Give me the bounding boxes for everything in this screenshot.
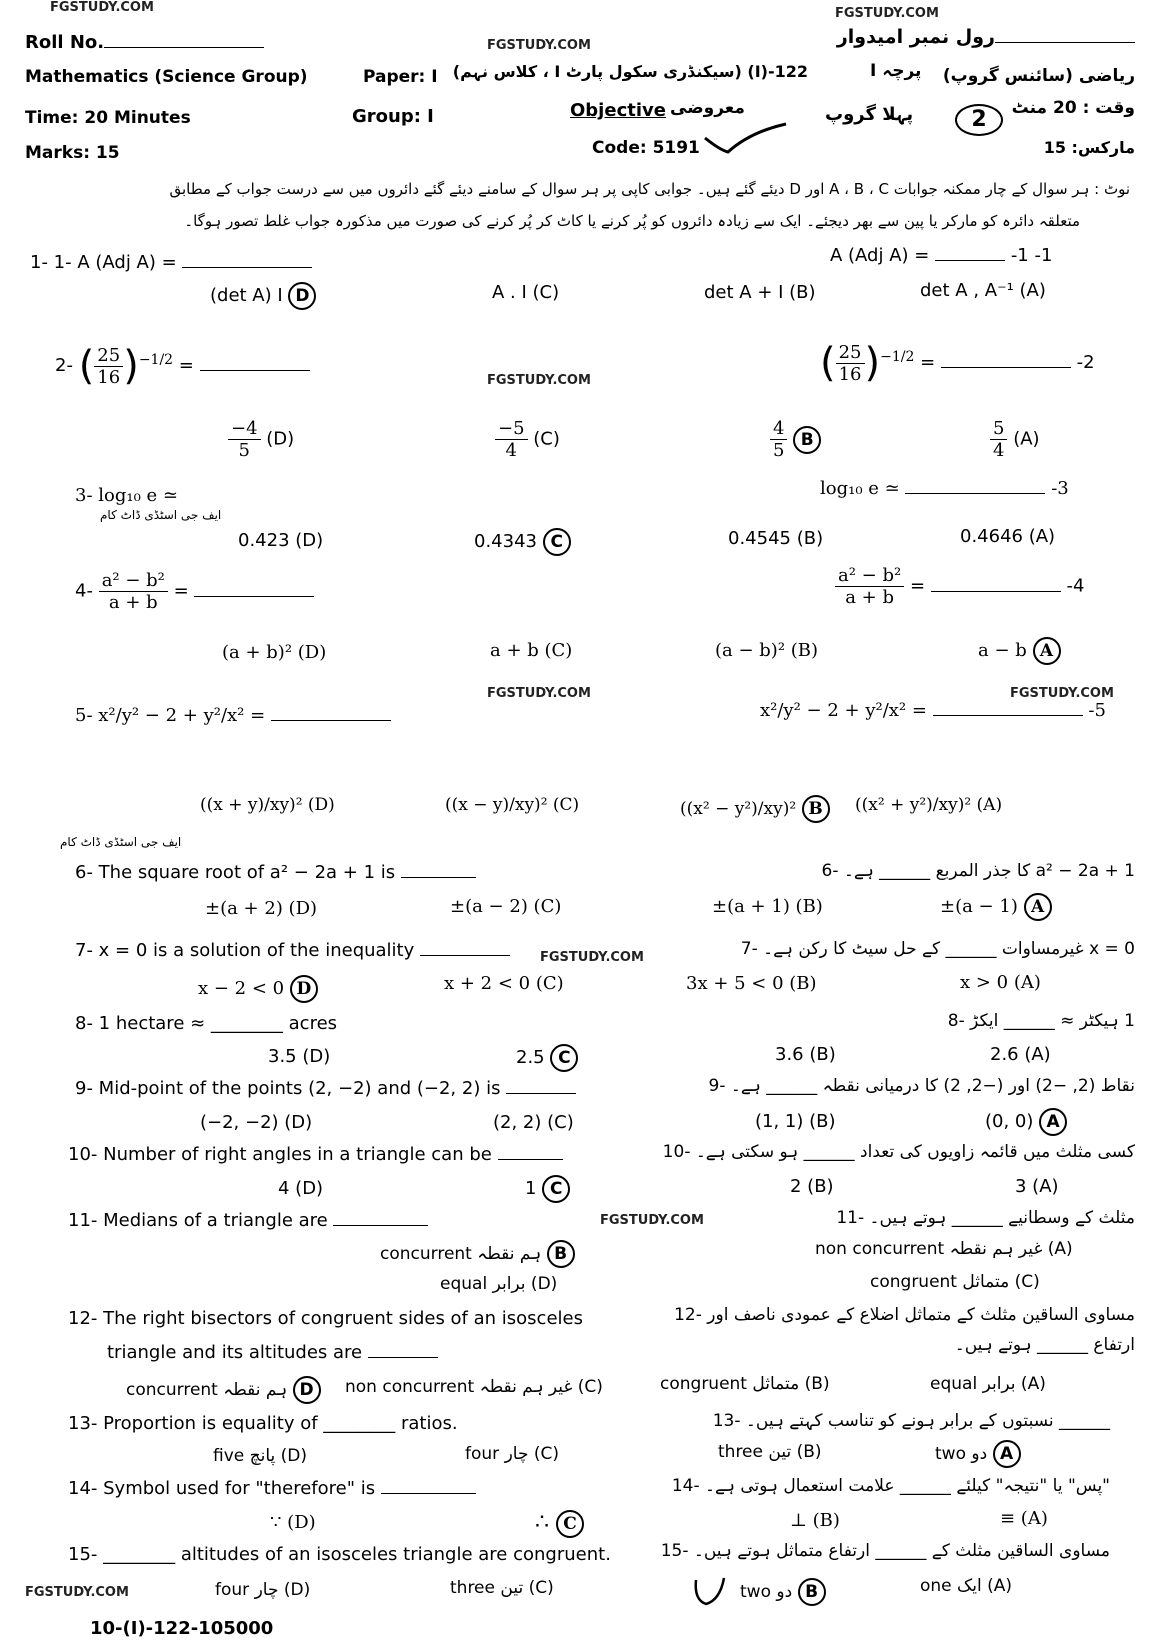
q14-option-b: ⊥ (B) [790,1510,840,1531]
subject-urdu: ریاضی (سائنس گروپ) [942,66,1135,86]
question-2-urdu: ( $\frac{25}{16}$ )$^{-1/2}$ = -2 [820,340,1095,386]
q4-option-c: a + b (C) [490,640,573,661]
q15-option-d: four چار (D) [215,1580,311,1600]
watermark: FGSTUDY.COM [50,0,154,15]
q7-option-d: x − 2 < 0 D [198,975,318,1003]
circled-number: 2 [955,104,1003,136]
q5-option-a: ((x² + y²)/xy)² (A) [855,795,1003,815]
q10-option-d: 4 (D) [278,1178,324,1199]
note-line-2: متعلقہ دائرہ کو مارکر یا پین سے بھر دیجئے۔ ایک سے زیادہ دائروں کو پُر کرنے یا کاٹ کر پُر کرنے کی صورت میں مذکورہ جواب غلط تصور ہوگا۔ [184,212,1080,230]
code: Code: 5191 [592,138,700,158]
q13-option-d: five پانچ (D) [213,1446,308,1466]
question-10-urdu: کسی مثلث میں قائمہ زاویوں کی تعداد ______ ہو سکتی ہے۔ -10 [662,1142,1135,1162]
question-15-urdu: مساوی الساقین مثلث کے ______ ارتفاع متماثل ہوتے ہیں۔ -15 [660,1541,1110,1561]
q4-option-a: a − b A [978,637,1061,665]
q2-option-a: $\frac{5}{4}$ (A) [990,418,1040,461]
time: Time: 20 Minutes [25,108,191,128]
q7-option-b: 3x + 5 < 0 (B) [686,973,817,994]
q10-option-c: 1 C [525,1175,570,1203]
group-urdu: پہلا گروپ [825,104,914,125]
watermark: FGSTUDY.COM [540,950,644,965]
q1-option-b: det A + I (B) [704,282,816,303]
q7-option-c: x + 2 < 0 (C) [444,973,564,994]
watermark: FGSTUDY.COM [487,38,591,53]
q1-option-c: A . I (C) [492,282,560,303]
question-11-urdu: مثلث کے وسطانیے ______ ہوتے ہیں۔ -11 [836,1208,1135,1228]
q11-option-d: equal برابر (D) [440,1274,558,1294]
question-13: 13- Proportion is equality of ________ ratios. [68,1413,458,1434]
q5-option-d: ((x + y)/xy)² (D) [200,795,335,815]
question-3-urdu: log₁₀ e ≃ -3 [820,478,1069,499]
q8-option-a: 2.6 (A) [990,1044,1051,1065]
q5-option-c: ((x − y)/xy)² (C) [445,795,580,815]
q15-option-c: three تین (C) [450,1578,554,1598]
q15-option-b: two دو B [740,1578,826,1606]
q14-option-c: ∴ C [535,1510,584,1538]
subject: Mathematics (Science Group) [25,67,308,87]
question-12-urdu-2: ارتفاع ______ ہوتے ہیں۔ [954,1335,1135,1355]
q11-option-c: congruent متماثل (C) [870,1272,1040,1292]
q7-option-a: x > 0 (A) [960,972,1041,993]
question-12-line-1: 12- The right bisectors of congruent sides of an isosceles [68,1308,583,1329]
question-4: 4- $\frac{\text{a² − b²}}{a + b}$ = [75,570,314,613]
question-12-urdu-1: مساوی الساقین مثلث کے متماثل اضلاع کے عمودی ناصف اور -12 [674,1305,1135,1325]
q6-option-c: ±(a − 2) (C) [450,896,562,917]
q2-option-d: $\frac{-4}{5}$ (D) [228,418,294,461]
watermark: FGSTUDY.COM [487,686,591,701]
question-1: 1- 1- A (Adj A) = [30,252,312,273]
question-5: 5- x²/y² − 2 + y²/x² = [75,705,391,726]
note-line-1: نوٹ : ہر سوال کے چار ممکنہ جوابات A ، B ، C اور D دیئے گئے ہیں۔ جوابی کاپی پر ہر سوال کے سامنے دیئے گئے دائروں میں سے درست جواب کے مطابق [169,180,1130,198]
fgs-urdu-label: ایف جی اسٹڈی ڈاٹ کام [100,508,222,522]
watermark: FGSTUDY.COM [487,373,591,388]
marks: Marks: 15 [25,143,120,163]
question-4-urdu: $\frac{\text{a² − b²}}{a + b}$ = -4 [835,565,1084,608]
objective: Objective [570,100,666,121]
q5-option-b: ((x² − y²)/xy)² B [680,795,830,823]
q14-option-d: ∵ (D) [270,1512,316,1533]
q12-option-a: equal برابر (A) [930,1374,1046,1394]
marks-urdu: مارکس: 15 [1043,138,1135,157]
question-9: 9- Mid-point of the points (2, −2) and (−2, 2) is [75,1078,576,1099]
q2-option-c: $\frac{-5}{4}$ (C) [495,418,560,461]
q12-option-d: concurrent ہم نقطہ D [126,1376,321,1404]
q6-option-d: ±(a + 2) (D) [205,898,318,919]
watermark: FGSTUDY.COM [835,6,939,21]
q14-option-a: ≡ (A) [1000,1508,1048,1529]
q9-option-b: (1, 1) (B) [755,1111,836,1132]
q1-option-d: (det A) I D [210,282,316,310]
question-14: 14- Symbol used for "therefore" is [68,1478,476,1499]
q10-option-a: 3 (A) [1015,1176,1059,1197]
question-12-line-2: triangle and its altitudes are [107,1342,438,1363]
code-urdu: 122-(I) (سیکنڈری سکول پارٹ I ، کلاس نہم) [452,62,808,81]
watermark: FGSTUDY.COM [25,1585,129,1600]
group: Group: I [352,106,434,127]
paper-urdu: پرچہ I [870,61,922,81]
question-8: 8- 1 hectare ≈ ________ acres [75,1013,338,1034]
checkmark-icon [700,120,790,156]
q3-option-c: 0.4343 C [474,528,571,556]
watermark: FGSTUDY.COM [1010,686,1114,701]
watermark: FGSTUDY.COM [600,1213,704,1228]
q1-option-a: det A , A⁻¹ (A) [920,280,1046,301]
question-3: 3- log₁₀ e ≃ [75,485,178,506]
objective-urdu: معروضی [670,98,745,118]
question-6: 6- The square root of a² − 2a + 1 is [75,862,476,883]
q3-option-b: 0.4545 (B) [728,528,824,549]
question-5-urdu: x²/y² − 2 + y²/x² = -5 [760,700,1106,721]
q9-option-a: (0, 0) A [985,1108,1067,1136]
tick-mark-icon [690,1570,730,1610]
question-7: 7- x = 0 is a solution of the inequality [75,940,510,961]
question-7-urdu: x = 0 غیرمساوات ______ کے حل سیٹ کا رکن ہے۔ -7 [740,939,1135,959]
question-13-urdu: ______ نسبتوں کے برابر ہونے کو تناسب کہتے ہیں۔ -13 [712,1411,1110,1431]
q12-option-c: non concurrent غیر ہم نقطہ (C) [345,1377,603,1397]
question-6-urdu: a² − 2a + 1 کا جذر المربع ______ ہے۔ -6 [821,861,1135,881]
q4-option-d: (a + b)² (D) [222,642,327,663]
question-11: 11- Medians of a triangle are [68,1210,428,1231]
q8-option-d: 3.5 (D) [268,1046,331,1067]
q3-option-d: 0.423 (D) [238,530,324,551]
q8-option-b: 3.6 (B) [775,1044,836,1065]
q9-option-c: (2, 2) (C) [493,1112,574,1133]
q13-option-a: two دو A [935,1440,1021,1468]
question-10: 10- Number of right angles in a triangle can be [68,1144,563,1165]
fgs-urdu-label: ایف جی اسٹڈی ڈاٹ کام [60,835,182,849]
roll-no-label: Roll No. [25,32,264,53]
q9-option-d: (−2, −2) (D) [200,1112,313,1133]
q2-option-b: $\frac{4}{5}$ B [770,418,821,461]
q6-option-a: ±(a − 1) A [940,893,1052,921]
paper: Paper: I [363,67,438,87]
q4-option-b: (a − b)² (B) [715,640,819,661]
q13-option-b: three تین (B) [718,1442,822,1462]
q3-option-a: 0.4646 (A) [960,526,1056,547]
q6-option-b: ±(a + 1) (B) [712,896,823,917]
question-14-urdu: "پس" یا "نتیجہ" کیلئے ______ علامت استعمال ہوتی ہے۔ -14 [671,1476,1110,1496]
q12-option-b: congruent متماثل (B) [660,1374,830,1394]
question-9-urdu: نقاط (2, −2) اور (−2, 2) کا درمیانی نقطہ ______ ہے۔ -9 [708,1076,1135,1096]
q15-option-a: one ایک (A) [920,1576,1013,1596]
q13-option-c: four چار (C) [465,1444,560,1464]
time-urdu: وقت : 20 منٹ [1011,98,1135,118]
footer-code: 10-(I)-122-105000 [90,1618,274,1639]
q11-option-a: non concurrent غیر ہم نقطہ (A) [815,1239,1073,1259]
question-15: 15- ________ altitudes of an isosceles triangle are congruent. [68,1544,611,1565]
question-1-urdu: A (Adj A) = -1 -1 [830,245,1053,266]
q8-option-c: 2.5 C [516,1044,578,1072]
q11-option-b: concurrent ہم نقطہ B [380,1240,575,1268]
question-2: 2- ( $\frac{25}{16}$ )$^{-1/2}$ = [55,343,310,389]
question-8-urdu: 1 ہیکٹر ≈ ______ ایکڑ -8 [947,1011,1135,1031]
roll-urdu: رول نمبر امیدوار [845,26,1135,48]
q10-option-b: 2 (B) [790,1176,834,1197]
